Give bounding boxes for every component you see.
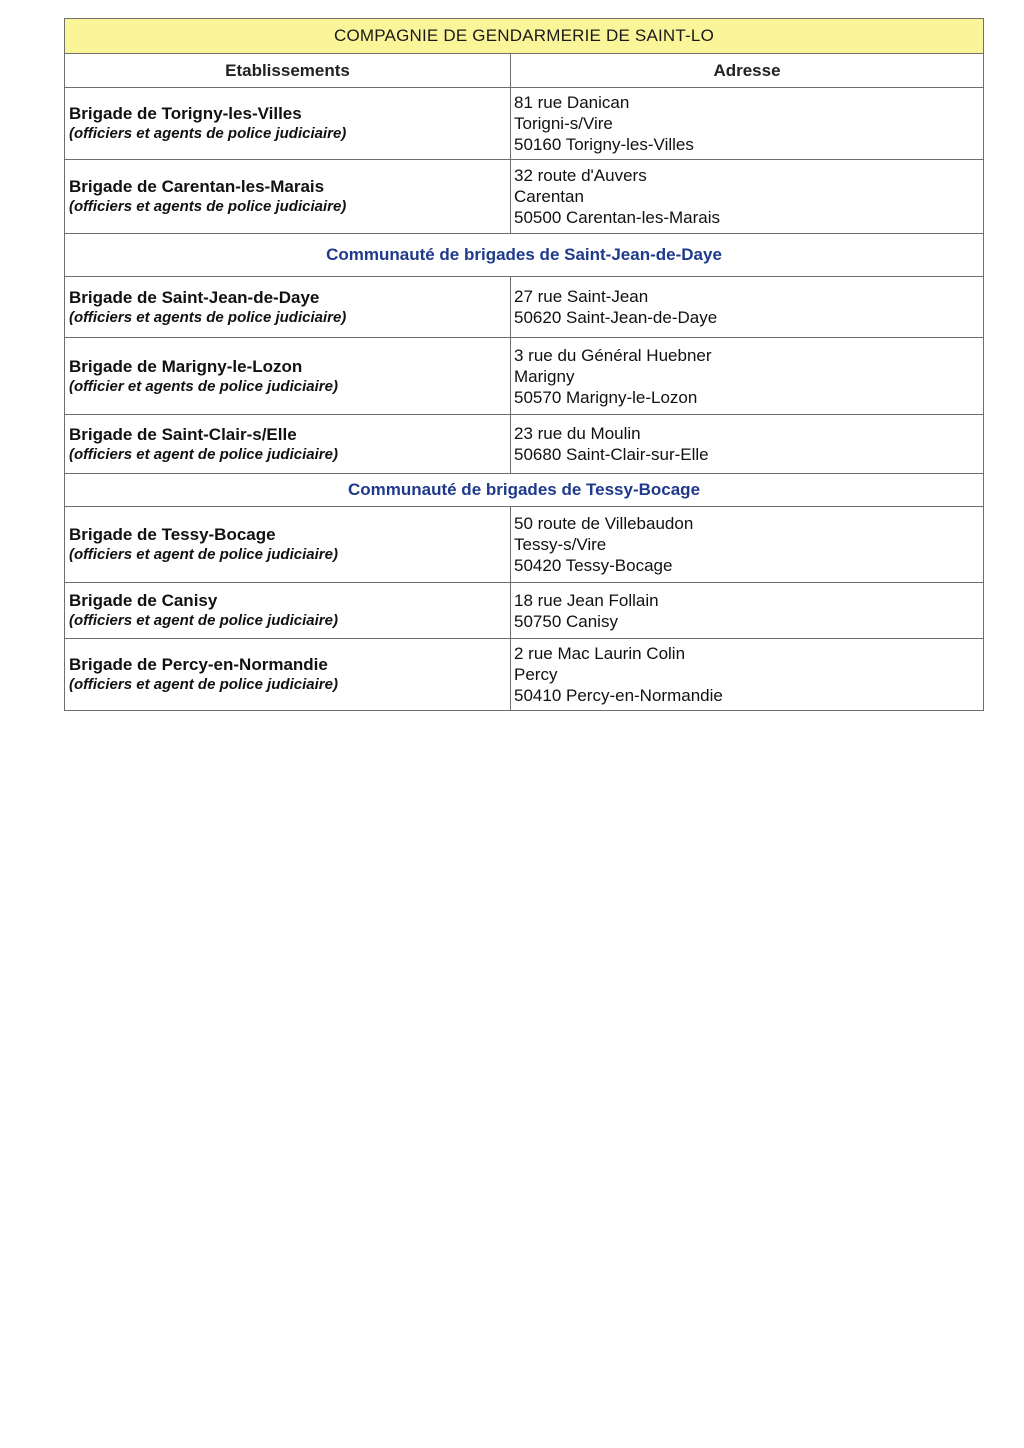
brigade-staff: (officiers et agent de police judiciaire) (69, 676, 338, 693)
address-line: 3 rue du Général Huebner (514, 345, 712, 365)
gendarmerie-table (64, 18, 984, 711)
title-row (65, 19, 984, 54)
address-line: 27 rue Saint-Jean (514, 287, 649, 306)
address-line: Marigny (514, 366, 575, 386)
brigade-name: Brigade de Torigny-les-Villes (69, 104, 302, 123)
brigade-staff: (officiers et agents de police judiciaire) (69, 125, 347, 142)
address-line: 23 rue du Moulin (514, 424, 641, 443)
brigade-staff: (officiers et agent de police judiciaire) (69, 445, 338, 463)
establishment-cell (65, 415, 511, 474)
group-header-row (65, 234, 984, 277)
establishment-cell (65, 160, 511, 234)
address-line: 2 rue Mac Laurin Colin (514, 644, 686, 663)
establishment-cell (65, 583, 511, 639)
establishment-cell (65, 507, 511, 583)
address-cell (511, 415, 984, 474)
table-row (65, 639, 984, 711)
address-line: 50570 Marigny-le-Lozon (514, 387, 698, 407)
brigade-staff: (officiers et agent de police judiciaire) (69, 546, 338, 563)
table-row (65, 277, 984, 338)
group-title: Communauté de brigades de Tessy-Bocage (65, 474, 984, 507)
brigade-staff: (officiers et agent de police judiciaire) (69, 612, 338, 629)
table-row (65, 160, 984, 234)
brigade-name: Brigade de Marigny-le-Lozon (69, 356, 303, 376)
table-row (65, 338, 984, 415)
address-cell (511, 639, 984, 711)
address-cell (511, 88, 984, 160)
address-line: 50410 Percy-en-Normandie (514, 686, 723, 705)
establishment-cell (65, 338, 511, 415)
brigade-staff: (officiers et agents de police judiciaire) (69, 198, 347, 215)
address-cell (511, 583, 984, 639)
brigade-name: Brigade de Tessy-Bocage (69, 525, 276, 544)
address-line: 81 rue Danican (514, 93, 630, 112)
group-header-row (65, 474, 984, 507)
table-row (65, 415, 984, 474)
establishment-cell (65, 277, 511, 338)
address-cell (511, 277, 984, 338)
table-row (65, 507, 984, 583)
header-adresse: Adresse (511, 54, 984, 88)
brigade-staff: (officiers et agents de police judiciaire) (69, 308, 347, 326)
establishment-cell (65, 639, 511, 711)
brigade-name: Brigade de Canisy (69, 591, 218, 610)
address-line: Percy (514, 665, 558, 684)
address-line: 50620 Saint-Jean-de-Daye (514, 308, 718, 327)
brigade-name: Brigade de Saint-Jean-de-Daye (69, 287, 320, 307)
table-row (65, 583, 984, 639)
address-line: 32 route d'Auvers (514, 166, 647, 185)
brigade-staff: (officier et agents de police judiciaire) (69, 377, 338, 395)
table-row (65, 88, 984, 160)
address-cell (511, 338, 984, 415)
address-cell (511, 507, 984, 583)
address-line: 50 route de Villebaudon (514, 514, 694, 533)
table-title: COMPAGNIE DE GENDARMERIE DE SAINT-LO (65, 19, 984, 54)
address-line: 50680 Saint-Clair-sur-Elle (514, 445, 709, 464)
address-line: 50500 Carentan-les-Marais (514, 208, 720, 227)
establishment-cell (65, 88, 511, 160)
group-title: Communauté de brigades de Saint-Jean-de-Daye (65, 234, 984, 277)
address-cell (511, 160, 984, 234)
address-line: Carentan (514, 187, 584, 206)
address-line: 50750 Canisy (514, 611, 618, 631)
brigade-name: Brigade de Percy-en-Normandie (69, 655, 328, 674)
address-line: Tessy-s/Vire (514, 535, 607, 554)
brigade-name: Brigade de Saint-Clair-s/Elle (69, 424, 297, 444)
brigade-name: Brigade de Carentan-les-Marais (69, 177, 325, 196)
address-line: 18 rue Jean Follain (514, 590, 659, 610)
header-row (65, 54, 984, 88)
address-line: 50420 Tessy-Bocage (514, 556, 673, 575)
address-line: 50160 Torigny-les-Villes (514, 135, 694, 154)
address-line: Torigni-s/Vire (514, 114, 613, 133)
header-etablissements: Etablissements (65, 54, 511, 88)
